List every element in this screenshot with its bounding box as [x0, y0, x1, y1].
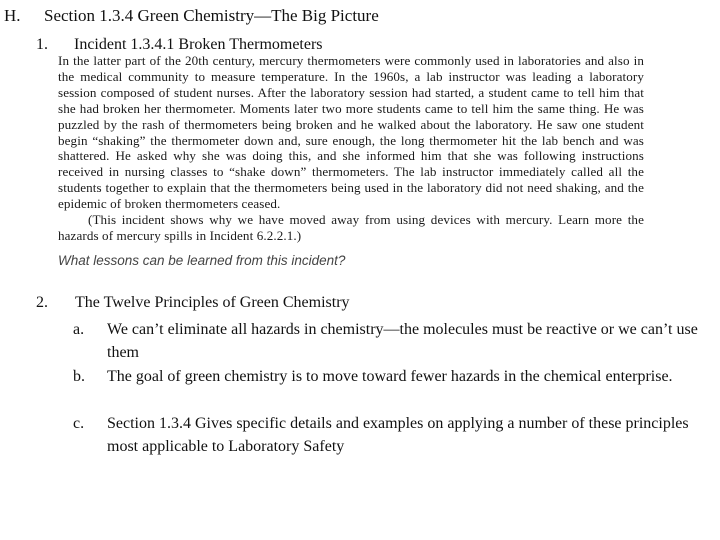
section-label: H.: [4, 6, 21, 25]
item-2-title: The Twelve Principles of Green Chemistry: [75, 294, 350, 311]
list-item-letter: a.: [73, 321, 85, 338]
section-title: Section 1.3.4 Green Chemistry—The Big Picture: [44, 6, 379, 25]
list-item-letter: c.: [73, 415, 85, 432]
incident-excerpt-image: [58, 53, 644, 244]
list-item-letter: b.: [73, 368, 85, 385]
item-2-number: 2.: [36, 294, 48, 311]
list-item-text: We can’t eliminate all hazards in chemistry—the molecules must be reactive or we can’t use them: [107, 321, 698, 361]
item-1-title: Incident 1.3.4.1 Broken Thermometers: [74, 36, 323, 53]
lessons-question: What lessons can be learned from this incident?: [58, 253, 346, 268]
incident-paragraph-1: In the latter part of the 20th century, mercury thermometers were commonly used in laboratories and also in the medical community to measure temperature. In the 1960s, a lab instructor was leading a laboratory session composed of student nurses. After the laboratory session had started, a student came to tell him that she had broken her thermometer. Moments later two more students came to tell him the same thing. He was puzzled by the rash of thermometers being broken and he walked about the laboratory. He saw one student begin “shaking” the thermometer down and, sure enough, the long thermometer hit the lab bench and was shattered. He asked why she was doing this, and she informed him that she was following instructions received in nursing classes to “shake down” thermometers. The lab instructor immediately called all the students together to explain that the thermometers being used in the laboratory did not need shaking, and the epidemic of broken thermometers ceased.: [58, 53, 644, 212]
incident-paragraph-2: (This incident shows why we have moved away from using devices with mercury. Learn more the hazards of mercury spills in Incident 6.2.2.1.): [58, 212, 644, 243]
list-item-text: Section 1.3.4 Gives specific details and examples on applying a number of these principles most applicable to Laboratory Safety: [107, 415, 689, 455]
section-heading: [4, 6, 379, 26]
item-1-number: 1.: [36, 36, 48, 53]
list-item-text: The goal of green chemistry is to move toward fewer hazards in the chemical enterprise.: [107, 368, 673, 385]
